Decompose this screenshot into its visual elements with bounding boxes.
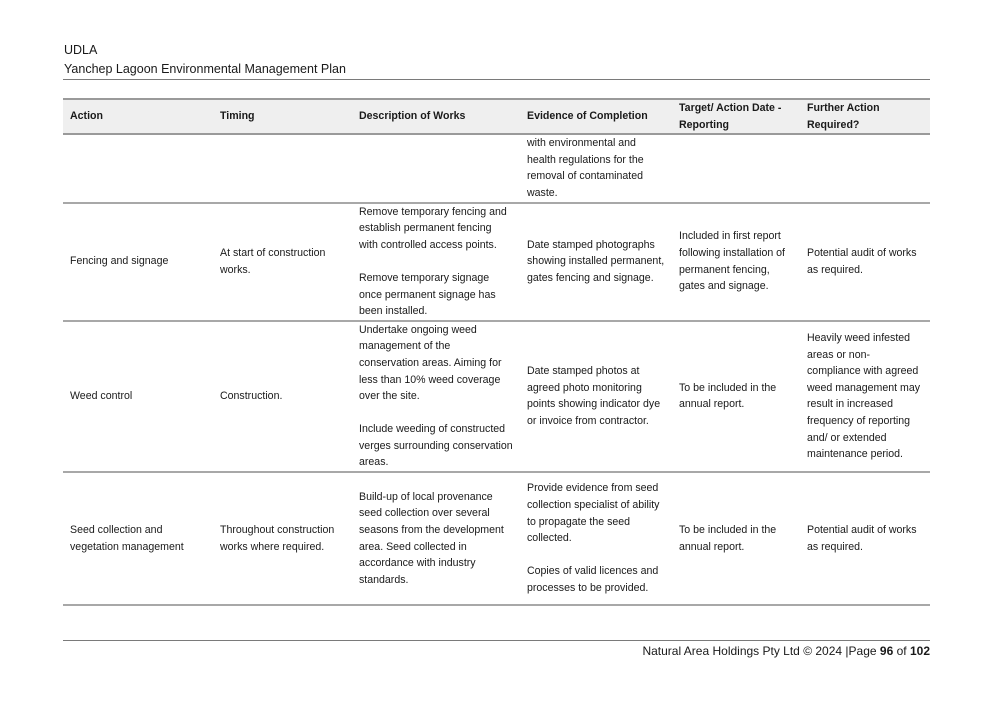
footer-of-label: of bbox=[896, 644, 907, 658]
table-row-continued bbox=[63, 134, 930, 202]
evidence-text: Provide evidence from seed collection specialist of ability to propagate the seed collected. bbox=[527, 482, 660, 545]
cell-evidence bbox=[520, 321, 672, 472]
evidence-text: Date stamped photographs showing installed permanent, gates fencing and signage. bbox=[527, 238, 665, 284]
column-header-description: Description of Works bbox=[352, 99, 520, 134]
cell-action: Fencing and signage bbox=[63, 203, 213, 321]
cell-description bbox=[352, 203, 520, 321]
cell-timing: Construction. bbox=[213, 321, 352, 472]
footer-divider bbox=[63, 640, 930, 641]
footer-company: Natural Area Holdings Pty Ltd © 2024 bbox=[642, 644, 843, 658]
footer-separator: | bbox=[845, 644, 849, 658]
footer-page-current: 96 bbox=[879, 644, 894, 658]
cell-evidence bbox=[520, 203, 672, 321]
description-text: Remove temporary fencing and establish permanent fencing with controlled access points. bbox=[359, 205, 507, 251]
column-header-evidence: Evidence of Completion bbox=[520, 99, 672, 134]
table-row-seed-collection bbox=[63, 472, 930, 605]
evidence-text: Date stamped photos at agreed photo monitoring points showing indicator dye or invoice from contractor. bbox=[527, 365, 661, 427]
table-header-row bbox=[63, 99, 930, 134]
cell-target: Included in first report following installation of permanent fencing, gates and signage. bbox=[672, 203, 800, 321]
description-text: Include weeding of constructed verges surrounding conservation areas. bbox=[359, 423, 513, 469]
column-header-action: Action bbox=[63, 99, 213, 134]
description-text: Undertake ongoing weed management of the conservation areas. Aiming for less than 10% weed coverage over the site. bbox=[359, 323, 502, 403]
cell-timing: Throughout construction works where required. bbox=[213, 472, 352, 605]
cell-action: Seed collection and vegetation management bbox=[63, 472, 213, 605]
cell-further-action: Potential audit of works as required. bbox=[800, 203, 930, 321]
cell-target: To be included in the annual report. bbox=[672, 472, 800, 605]
cell-description bbox=[352, 472, 520, 605]
header-org: UDLA bbox=[64, 43, 98, 57]
cell-timing: At start of construction works. bbox=[213, 203, 352, 321]
description-text: Remove temporary signage once permanent signage has been installed. bbox=[359, 271, 496, 318]
cell-action: Weed control bbox=[63, 321, 213, 472]
header-title: Yanchep Lagoon Environmental Management Plan bbox=[64, 62, 346, 76]
description-text: Build-up of local provenance seed collection over several seasons from the development area. Seed collected in accordance with industry standards. bbox=[359, 490, 504, 586]
table-row-weed-control bbox=[63, 321, 930, 472]
cell-description bbox=[352, 134, 520, 202]
footer-page-label: Page bbox=[848, 644, 877, 658]
cell-target: To be included in the annual report. bbox=[672, 321, 800, 472]
management-plan-table bbox=[63, 98, 930, 606]
header-divider bbox=[63, 79, 930, 80]
cell-action bbox=[63, 134, 213, 202]
column-header-target: Target/ Action Date - Reporting bbox=[672, 99, 800, 134]
page-header bbox=[64, 41, 346, 79]
cell-timing bbox=[213, 134, 352, 202]
cell-target bbox=[672, 134, 800, 202]
table-row-fencing bbox=[63, 203, 930, 321]
column-header-further-action: Further Action Required? bbox=[800, 99, 930, 134]
evidence-text: Copies of valid licences and processes to be provided. bbox=[527, 565, 659, 595]
footer-page-total: 102 bbox=[909, 644, 930, 658]
cell-evidence bbox=[520, 472, 672, 605]
cell-evidence bbox=[520, 134, 672, 202]
cell-description bbox=[352, 321, 520, 472]
cell-further-action: Heavily weed infested areas or non-compliance with agreed weed management may result in increased frequency of reporting and/ or extended maintenance period. bbox=[800, 321, 930, 472]
cell-further-action bbox=[800, 134, 930, 202]
column-header-timing: Timing bbox=[213, 99, 352, 134]
page-footer bbox=[642, 643, 930, 659]
cell-further-action: Potential audit of works as required. bbox=[800, 472, 930, 605]
evidence-text: with environmental and health regulations for the removal of contaminated waste. bbox=[527, 137, 644, 199]
